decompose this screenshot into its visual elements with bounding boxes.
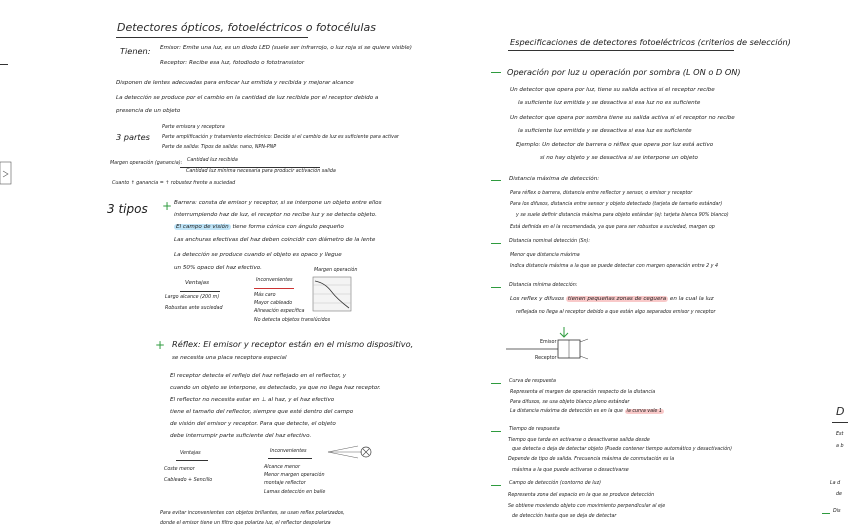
emisor-line: Emisor: Emite una luz, es un diodo LED (suele ser infrarrojo, o luz roja si se quiere visible) xyxy=(160,45,412,51)
reflex-line-a: Réflex: El emisor y receptor están en el mismo dispositivo, xyxy=(172,339,414,349)
distancia-maxima-2: Para los difusos, distancia entre sensor y objeto detectado (tarjeta de tamaño estándar) xyxy=(510,202,723,207)
tiempo-respuesta-heading: Tiempo de respuesta xyxy=(509,427,560,432)
ventaja-1: Largo alcance (200 m) xyxy=(165,295,220,300)
next-page-fragment-2: a b xyxy=(836,444,844,449)
inconvenientes2-label: Inconvenientes xyxy=(270,449,307,454)
distancia-maxima-3: y se suele definir distancia máxima para objeto estándar (ej: tarjeta blanca 90% blanco) xyxy=(516,213,729,218)
reflex-line-g: de visión del emisor y receptor. Para que detecte, el objeto xyxy=(170,421,336,427)
distancia-minima-1b: en la cual la luz xyxy=(669,296,714,302)
green-dash-bullet xyxy=(491,383,501,384)
distancia-minima-heading: Distancia mínima detección: xyxy=(509,283,578,288)
distancia-nominal-1: Menor que distancia máxima xyxy=(510,253,580,258)
op-line-2a: Un detector que opera por sombra tiene su salida activa si el receptor no recibe xyxy=(510,115,735,121)
ventajas2-underline xyxy=(176,460,208,461)
ventaja2-1: Coste menor xyxy=(164,467,195,472)
barrera-line-a: Barrera: consta de emisor y receptor, si se interpone un objeto entre ellos xyxy=(174,200,382,206)
margen-fraction-bar xyxy=(180,167,320,168)
barrera-line-e: La detección se produce cuando el objeto es opaco y llegue xyxy=(174,252,342,258)
graph-title: Margen operación xyxy=(314,268,358,273)
campo-deteccion-2: Se obtiene moviendo objeto con movimiento perpendicular al eje xyxy=(508,504,666,509)
inconveniente2-2: Menor margen operación xyxy=(264,473,325,478)
left-title: Detectores ópticos, fotoeléctricos o fotocélulas xyxy=(117,21,376,34)
next-page-fragment-4: de xyxy=(836,492,842,497)
right-title: Especificaciones de detectores fotoeléctricos (criterios de selección) xyxy=(510,37,791,47)
tiempo-respuesta-4: máxima a la que puede activarse o desactivarse xyxy=(512,468,629,473)
inconvenientes2-underline xyxy=(268,458,312,459)
margen-graph-sketch xyxy=(313,277,353,313)
tiempo-respuesta-1: Tiempo que tarda en activarse o desactivarse salida desde xyxy=(508,438,650,443)
inconveniente2-4: Lamas detección en baile xyxy=(264,490,326,495)
next-page-fragment-3: La d xyxy=(830,481,841,486)
parte-2: Parte amplificación y tratamiento electrónico: Decide si el cambio de luz es suficiente para activar xyxy=(162,135,399,140)
distancia-maxima-4: Está definida en el la recomendada, ya que para ser robustos a suciedad, margen op xyxy=(510,225,715,230)
tiempo-respuesta-2: que detecta o deja de detectar objeto (Puede contener tiempo automático y desactivación) xyxy=(512,447,733,452)
distancia-minima-2: reflejada no llega al receptor debido a que están algo separados emisor y receptor xyxy=(516,310,716,315)
ejemplo-line-2: si no hay objeto y se desactiva si se interpone un objeto xyxy=(540,155,698,161)
next-page-fragment-5: Dis xyxy=(833,509,841,514)
green-dash-bullet xyxy=(491,72,501,73)
reflex-line-f: tiene el tamaño del reflector, siempre que esté dentro del campo xyxy=(170,409,354,415)
margen-note: Cuanto ↑ ganancia = ↑ robustez frente a suciedad xyxy=(112,181,236,186)
ventajas-underline xyxy=(180,291,220,292)
barrera-line-f: un 50% opaco del haz efectivo. xyxy=(174,265,262,271)
emisor-figure-label: Emisor xyxy=(540,340,557,345)
margen-value: Cantidad luz recibida xyxy=(187,158,238,163)
inconveniente-1: Más caro xyxy=(254,293,276,298)
inconveniente-4: No detecta objetos translúcidos xyxy=(254,318,331,323)
ventajas2-label: Ventajas xyxy=(180,451,201,456)
parte-3: Parte de salida: Tipos de salida: nano, NPN-PNP xyxy=(162,145,277,150)
distancia-minima-1a: Los reflex y difusos xyxy=(510,296,565,302)
partes-label: 3 partes xyxy=(116,132,150,142)
edge-partial-mark xyxy=(0,64,8,65)
ejemplo-line-1: Ejemplo: Un detector de barrera o réflex que opera por luz está activo xyxy=(516,142,714,148)
campo-deteccion-3: de detección hasta que se deja de detectar xyxy=(512,514,617,519)
inconvenientes-label: Inconvenientes xyxy=(256,278,293,283)
ventajas-label: Ventajas xyxy=(185,280,210,286)
receptor-figure-label: Receptor xyxy=(535,356,557,361)
plus-bullet-icon: + xyxy=(155,338,166,352)
bottom-line-a: Para evitar inconvenientes con objetos brillantes, se usan reflex polarizados, xyxy=(160,511,345,516)
distancia-maxima-1: Para réflex o barrera, distancia entre reflector y sensor, o emisor y receptor xyxy=(510,191,693,196)
green-dash-bullet xyxy=(491,180,501,181)
tipos-label: 3 tipos xyxy=(107,202,148,216)
curva-respuesta-1: Representa el margen de operación respecto de la distancia xyxy=(510,390,656,395)
op-line-1a: Un detector que opera por luz, tiene su salida activa si el receptor recibe xyxy=(510,87,715,93)
tiempo-respuesta-3: Depende de tipo de salida. Frecuencia máxima de conmutación es la xyxy=(508,457,675,462)
green-dash-bullet xyxy=(491,243,501,244)
green-dash-bullet xyxy=(491,431,501,432)
curva-respuesta-heading: Curva de respuesta xyxy=(509,379,556,384)
reflex-line-e: El reflector no necesita estar en ⊥ al haz, y el haz efectivo xyxy=(170,397,335,403)
green-dash-bullet xyxy=(491,485,501,486)
next-page-heading-underline xyxy=(832,422,848,423)
ceguera-highlight: tienen pequeñas zonas de ceguera xyxy=(567,296,667,302)
ventaja2-2: Cableado + Sencillo xyxy=(164,478,213,483)
op-line-2b: la suficiente luz emitida y se desactiva si esa luz es suficiente xyxy=(518,128,692,134)
ventaja-2: Robustas ante suciedad xyxy=(165,306,223,311)
curva-respuesta-2: Para difusos, se usa objeto blanco plano estándar xyxy=(510,400,630,405)
barrera-line-c xyxy=(174,225,344,231)
bottom-line-b: donde el emisor tiene un filtro que polariza luz, el reflector despolariza xyxy=(160,521,331,526)
barrera-line-d: Las anchuras efectivas del haz deben coincidir con diámetro de la lente xyxy=(174,237,376,243)
margen-subtext: Cantidad luz mínima necesaria para producir activación salida xyxy=(186,169,336,174)
green-dash-bullet xyxy=(491,287,501,288)
right-title-underline xyxy=(508,50,734,51)
inconveniente2-1: Alcance menor xyxy=(264,465,300,470)
tienen-label: Tienen: xyxy=(120,46,151,56)
curva-vale-1-highlight: la curva vale 1 xyxy=(626,409,662,414)
curva-respuesta-3 xyxy=(510,410,664,415)
distancia-minima-1 xyxy=(510,297,714,303)
deteccion-paragraph-a: La detección se produce por el cambio en la cantidad de luz recibida por el receptor debido a xyxy=(116,95,379,101)
reflex-line-d: cuando un objeto se interpone, es detectado, ya que no llega haz receptor. xyxy=(170,385,381,391)
receptor-line: Receptor: Recibe esa luz, fotodiodo o fototransistor xyxy=(160,60,305,66)
reflex-line-b: se necesita una placa receptora especial xyxy=(172,355,287,361)
inconveniente-2: Mayor cableado xyxy=(254,301,293,306)
deteccion-paragraph-b: presencia de un objeto xyxy=(116,108,181,114)
lentes-paragraph: Disponen de lentes adecuadas para enfocar luz emitida y recibida y mejorar alcance xyxy=(116,80,354,86)
curva-respuesta-3a: La distancia máxima de detección es en la que xyxy=(510,409,624,414)
reflex-line-c: El receptor detecta el reflejo del haz reflejado en el reflector, y xyxy=(170,373,347,379)
distancia-maxima-heading: Distancia máxima de detección: xyxy=(509,176,600,182)
margen-label: Margen operación (ganancia): xyxy=(110,161,183,166)
campo-vision-highlight: El campo de visión xyxy=(176,224,229,230)
parte-1: Parte emisora y receptora xyxy=(162,125,225,130)
inconveniente2-3: montaje reflector xyxy=(264,481,306,486)
campo-deteccion-heading: Campo de detección (contorno de luz) xyxy=(509,481,601,486)
barrera-line-b: interrumpiendo haz de luz, el receptor no recibe luz y se detecta objeto. xyxy=(174,212,377,218)
plus-bullet-icon: + xyxy=(162,199,173,213)
barrera-line-c-rest: tiene forma cónica con ángulo pequeño xyxy=(232,224,344,230)
next-page-heading-fragment: D xyxy=(836,405,845,418)
inconveniente-3: Alineación específica xyxy=(254,309,305,314)
edge-partial-sketch xyxy=(0,158,14,188)
campo-deteccion-1: Representa zona del espacio en la que se produce detección xyxy=(508,493,655,498)
reflex-line-h: debe interrumpir parte suficiente del haz efectivo. xyxy=(170,433,312,439)
green-dash-bullet xyxy=(822,513,830,514)
op-heading: Operación por luz u operación por sombra (L ON o D ON) xyxy=(507,67,741,77)
distancia-nominal-2: Indica distancia máxima a la que se puede detectar con margen operación entre 2 y 4 xyxy=(510,264,719,269)
reflex-sketch xyxy=(328,440,378,464)
inconvenientes-underline xyxy=(254,288,294,289)
left-title-underline xyxy=(116,37,308,38)
next-page-fragment-1: Est xyxy=(836,432,844,437)
distancia-nominal-heading: Distancia nominal detección (Sn): xyxy=(509,239,591,244)
op-line-1b: la suficiente luz emitida y se desactiva si esa luz no es suficiente xyxy=(518,100,701,106)
